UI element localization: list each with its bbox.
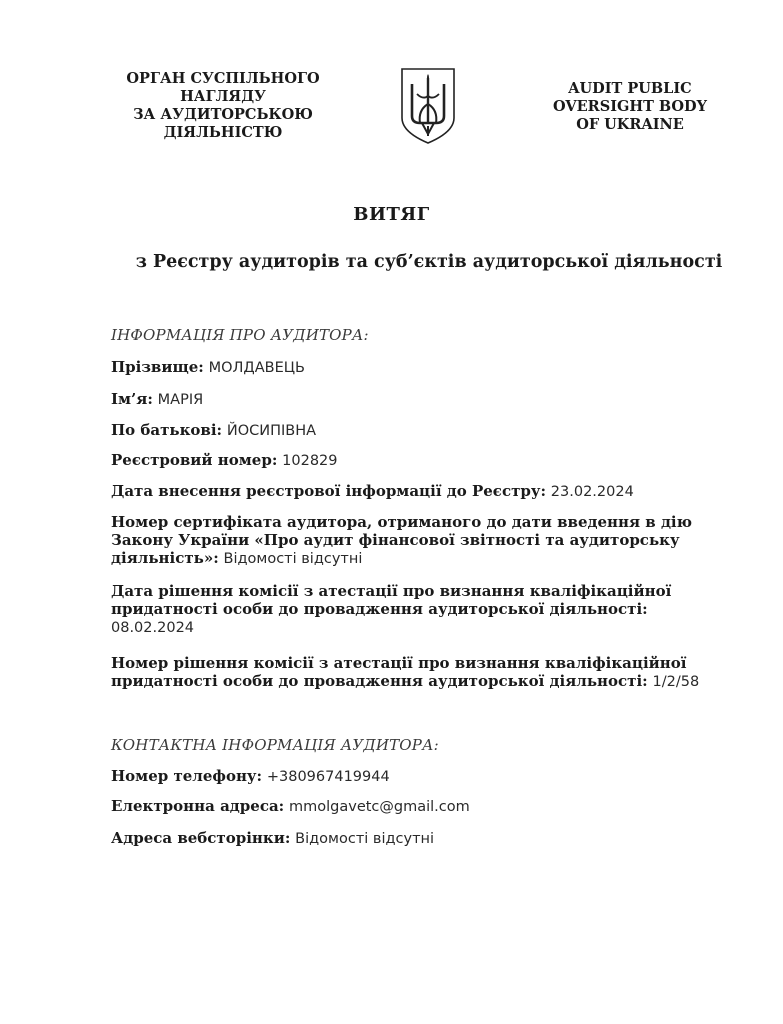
document-subtitle: з Реєстру аудиторів та суб’єктів аудиторської діяльності (135, 252, 723, 272)
field-registry-number (111, 451, 731, 470)
field-label: Ім’я: (111, 390, 153, 408)
field-label: Номер рішення комісії з атестації про визнання кваліфікаційної придатності особи до провадження аудиторської діяльності: (111, 654, 687, 690)
issuer-name-ukrainian: ОРГАН СУСПІЛЬНОГО НАГЛЯДУ ЗА АУДИТОРСЬКОЮ ДІЯЛЬНІСТЮ (126, 70, 320, 141)
field-label: Адреса вебсторінки: (111, 829, 291, 847)
field-value: ЙОСИПІВНА (226, 423, 317, 439)
field-patronymic (111, 421, 731, 440)
field-label: Дата рішення комісії з атестації про визнання кваліфікаційної придатності особи до провадження аудиторської діяльності: (111, 582, 672, 618)
field-certificate-number (111, 513, 731, 568)
field-value: 23.02.2024 (550, 484, 634, 500)
field-attestation-decision-number (111, 654, 731, 691)
field-value: +380967419944 (266, 769, 390, 785)
field-phone (111, 767, 731, 786)
field-label: Номер телефону: (111, 767, 263, 785)
auditor-info-heading: ІНФОРМАЦІЯ ПРО АУДИТОРА: (111, 326, 369, 344)
field-email (111, 797, 731, 816)
field-label: По батькові: (111, 421, 223, 439)
field-value: МОЛДАВЕЦЬ (208, 360, 305, 376)
field-first-name (111, 390, 731, 409)
contact-info-heading: КОНТАКТНА ІНФОРМАЦІЯ АУДИТОРА: (111, 736, 439, 754)
field-label: Прізвище: (111, 358, 204, 376)
field-label: Електронна адреса: (111, 797, 285, 815)
field-value: Відомості відсутні (223, 551, 363, 567)
field-value: mmolgavetc@gmail.com (289, 799, 470, 815)
field-registry-entry-date (111, 482, 731, 501)
field-value: Відомості відсутні (295, 831, 435, 847)
field-website (111, 829, 731, 848)
field-value: МАРІЯ (157, 392, 204, 408)
field-surname (111, 358, 731, 377)
field-label: Дата внесення реєстрової інформації до Реєстру: (111, 482, 546, 500)
field-value: 1/2/58 (652, 674, 700, 690)
field-value: 08.02.2024 (111, 620, 195, 636)
ukrainian-trident-icon (399, 66, 457, 146)
field-attestation-decision-date (111, 582, 731, 637)
document-title: ВИТЯГ (353, 204, 430, 225)
issuer-name-english: AUDIT PUBLIC OVERSIGHT BODY OF UKRAINE (553, 80, 707, 133)
field-label: Реєстровий номер: (111, 451, 278, 469)
field-label: Номер сертифіката аудитора, отриманого до дати введення в дію Закону України «Про аудит фінансової звітності та аудиторську діяльність»: (111, 513, 693, 567)
field-value: 102829 (282, 453, 338, 469)
